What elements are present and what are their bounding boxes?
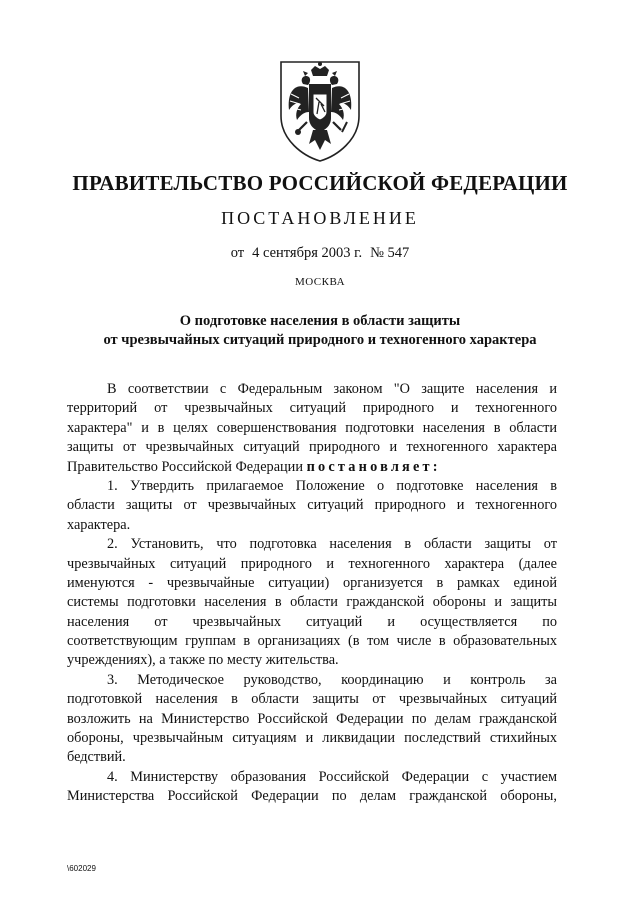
text-line: возложить на Министерство Российской Федерации по делам гражданской bbox=[67, 710, 557, 727]
document-code: \602029 bbox=[67, 864, 96, 873]
subject-line: О подготовке населения в области защиты bbox=[179, 313, 461, 329]
decree-subject bbox=[0, 312, 640, 350]
text-line: 4. Министерству образования Российской Федерации с участием bbox=[107, 768, 557, 785]
text-line: характера. bbox=[67, 516, 131, 533]
decree-body bbox=[67, 380, 557, 807]
text-line: 1. Утвердить прилагаемое Положение о подготовке населения в bbox=[107, 477, 557, 494]
decree-date: 4 сентября 2003 г. bbox=[252, 245, 363, 261]
text-line: обороны, чрезвычайным ситуациям и ликвидации последствий стихийных bbox=[67, 730, 557, 747]
text-line: 3. Методическое руководство, координацию и контроль за bbox=[107, 671, 557, 688]
government-title: ПРАВИТЕЛЬСТВО РОССИЙСКОЙ ФЕДЕРАЦИИ bbox=[72, 171, 568, 195]
text-line: подготовкой населения в области защиты от чрезвычайных ситуаций bbox=[67, 691, 557, 708]
text-line: характера" и в целях совершенствования подготовки населения в области bbox=[67, 419, 557, 436]
text-line: Министерства Российской Федерации по делам гражданской обороны, bbox=[67, 788, 557, 805]
text-line: 2. Установить, что подготовка населения в области защиты от bbox=[107, 536, 557, 553]
text-line: населения от чрезвычайных ситуаций и осуществляется по bbox=[67, 613, 557, 630]
subject-line: от чрезвычайных ситуаций природного и техногенного характера bbox=[103, 332, 537, 348]
city: МОСКВА bbox=[294, 276, 346, 288]
text-line: учреждениях), а также по месту жительства. bbox=[67, 652, 339, 669]
date-line bbox=[0, 245, 640, 262]
decree-number: № 547 bbox=[370, 245, 410, 261]
text-line: области защиты от чрезвычайных ситуаций природного и техногенного bbox=[67, 497, 557, 514]
coat-of-arms-emblem bbox=[275, 58, 365, 163]
text-line: соответствующим группам в организациях (в том числе в образовательных bbox=[67, 633, 557, 650]
date-prefix: от bbox=[230, 245, 245, 261]
text-line: территорий от чрезвычайных ситуаций природного и техногенного bbox=[67, 400, 557, 417]
preamble-end: Правительство Российской Федерации bbox=[67, 458, 303, 475]
text-line: защиты от чрезвычайных ситуаций природного и техногенного характера bbox=[67, 439, 557, 456]
text-line: системы подготовки населения в области гражданской обороны и защиты bbox=[67, 594, 557, 611]
text-line: бедствий. bbox=[67, 749, 126, 766]
text-line bbox=[67, 458, 557, 477]
text-line: именуются - чрезвычайные ситуации) организуется в рамках единой bbox=[67, 574, 557, 591]
text-line: В соответствии с Федеральным законом "О защите населения и bbox=[107, 381, 557, 397]
document-type: ПОСТАНОВЛЕНИЕ bbox=[221, 208, 419, 228]
text-line: чрезвычайных ситуаций природного и техногенного характера (далее bbox=[67, 555, 557, 572]
decree-word: постановляет: bbox=[306, 458, 441, 475]
